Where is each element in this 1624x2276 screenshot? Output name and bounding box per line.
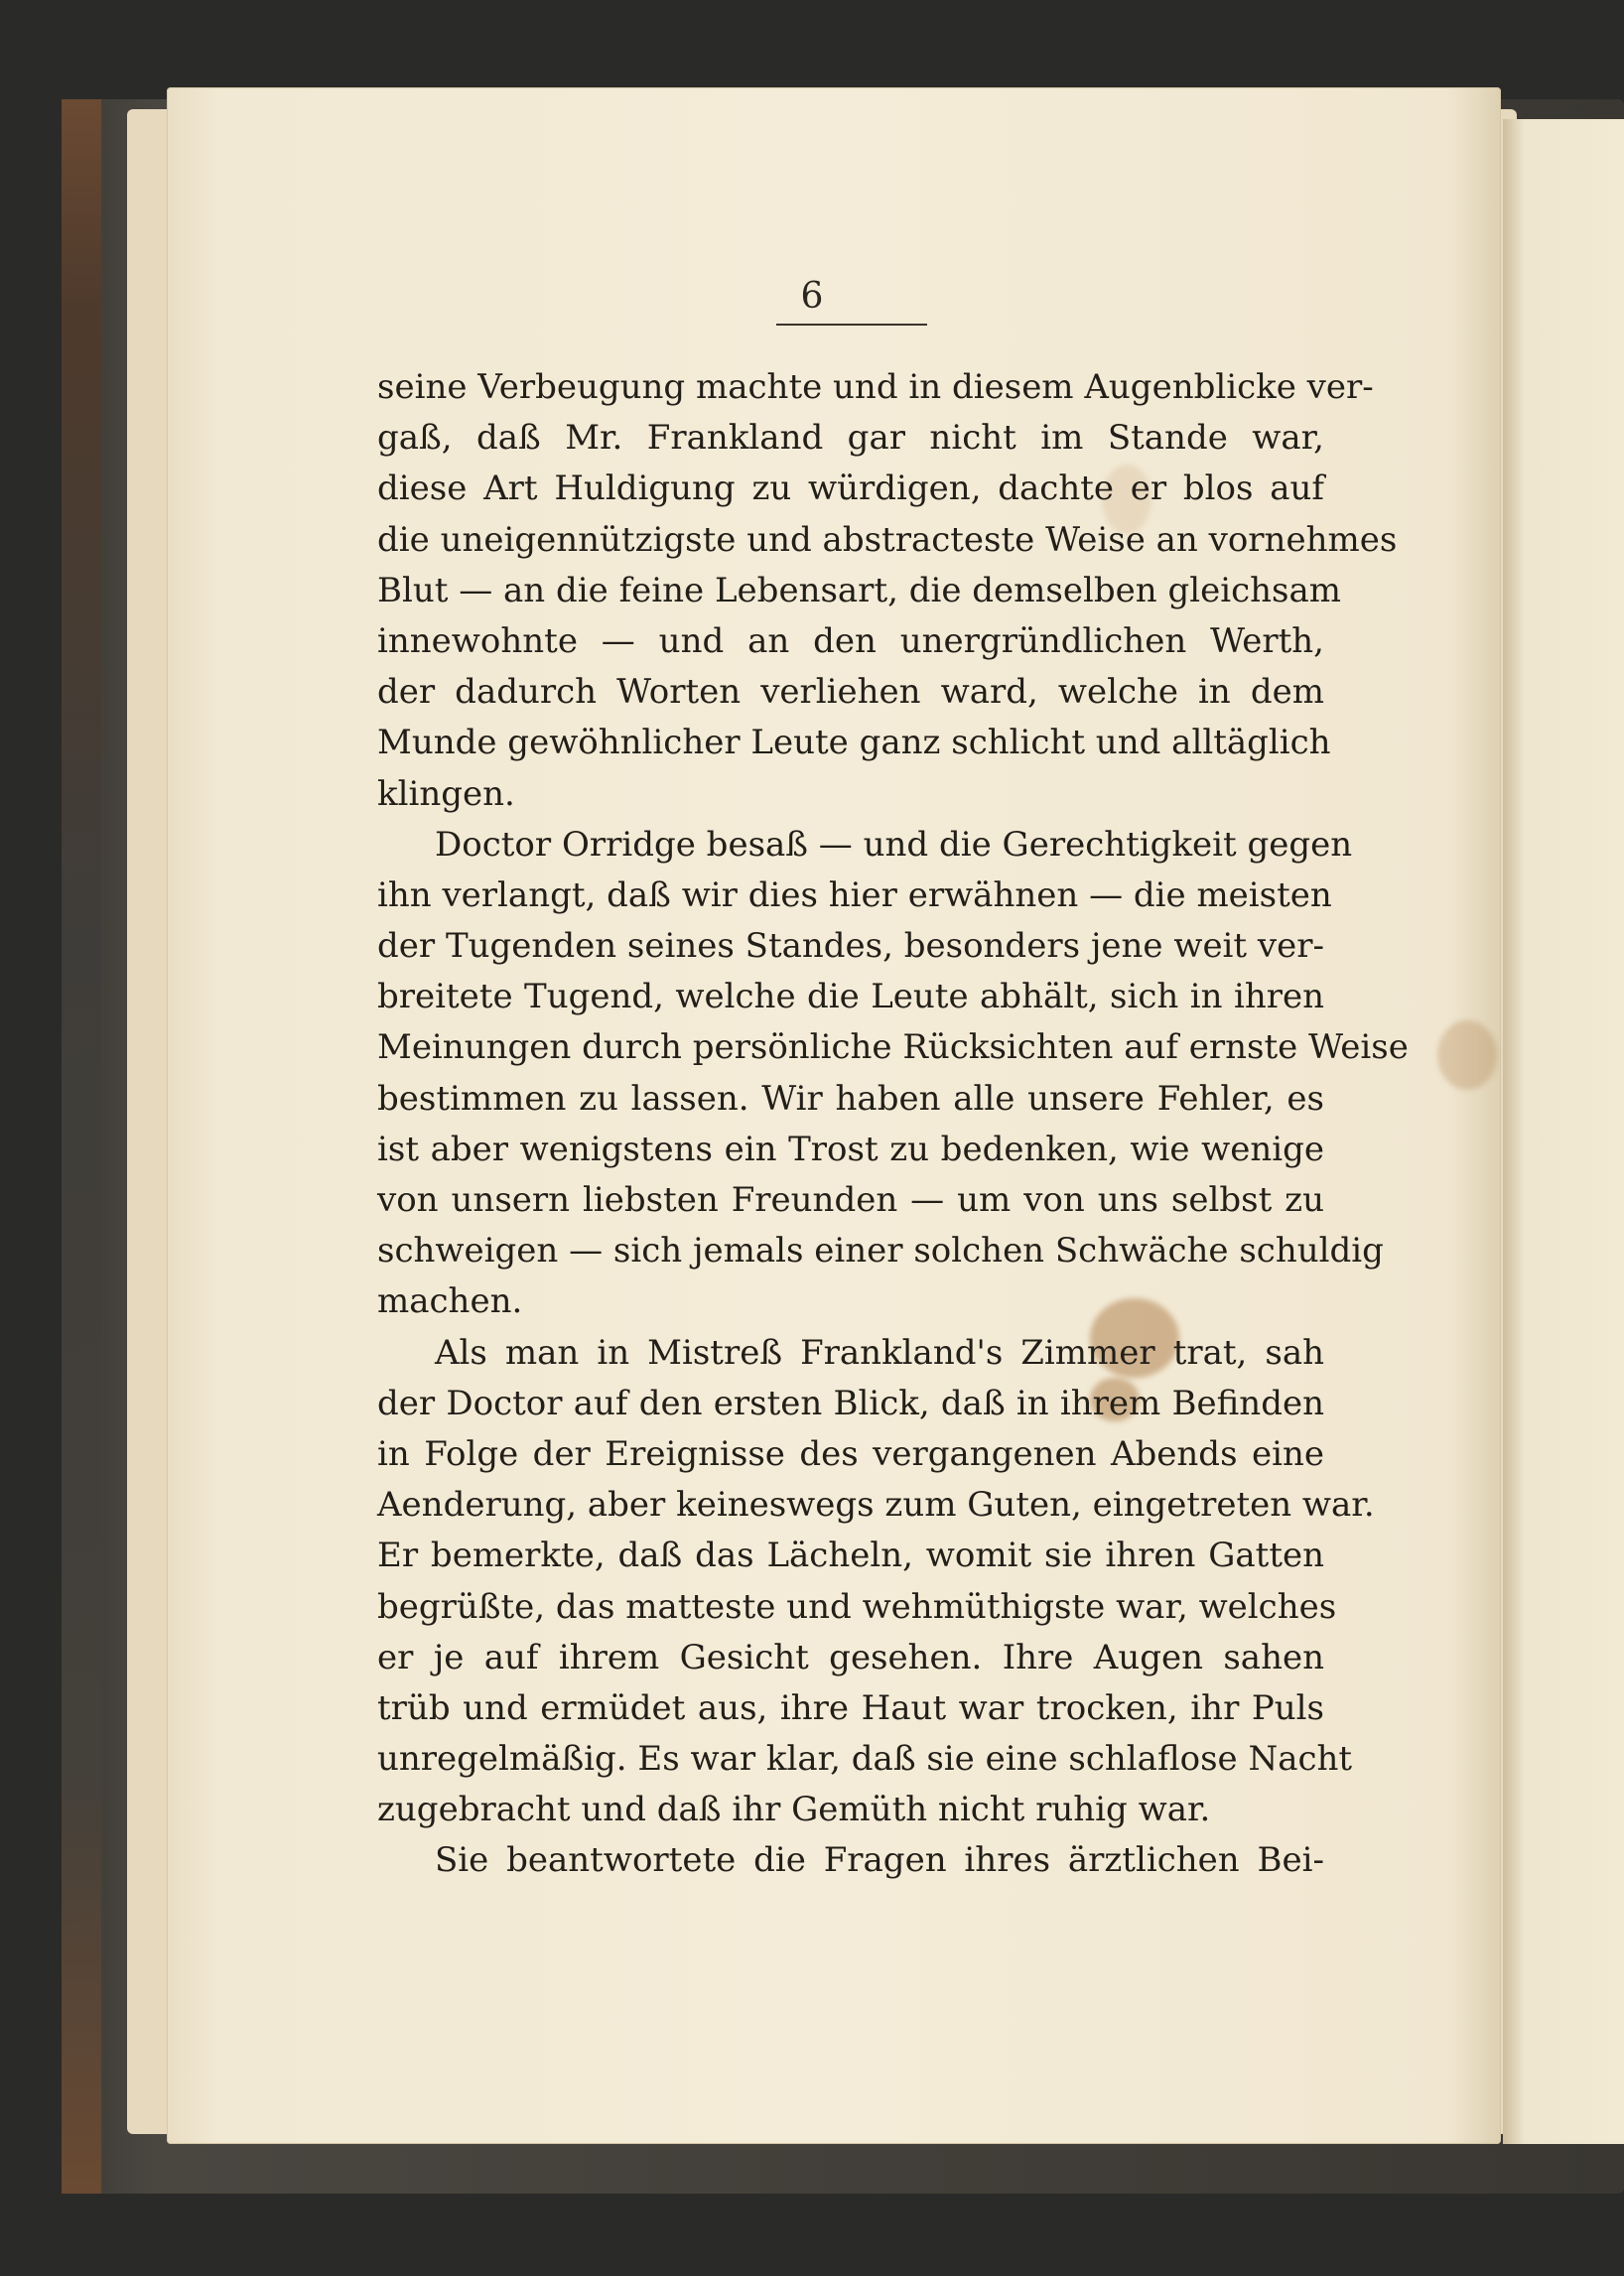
stain [1437, 1020, 1497, 1090]
text-line: unregelmäßig. Es war klar, daß sie eine schlaflose Nacht [377, 1739, 1353, 1780]
text-line: breitete Tugend, welche die Leute abhält, sich in ihren [377, 977, 1324, 1017]
text-line: der Doctor auf den ersten Blick, daß in ihrem Befinden [377, 1383, 1324, 1423]
text-line: der dadurch Worten verliehen ward, welche in dem [377, 672, 1324, 713]
text-line: gaß, daß Mr. Frankland gar nicht im Stande war, [377, 418, 1324, 459]
text-line: seine Verbeugung machte und in diesem Augenblicke ver- [377, 367, 1374, 407]
text-line: er je auf ihrem Gesicht gesehen. Ihre Augen sahen [377, 1637, 1324, 1677]
text-line: zugebracht und daß ihr Gemüth nicht ruhig war. [377, 1790, 1211, 1830]
text-line: trüb und ermüdet aus, ihre Haut war trocken, ihr Puls [377, 1687, 1324, 1728]
text-line: die uneigennützigste und abstracteste Weise an vornehmes [377, 519, 1398, 560]
header-rule [776, 324, 927, 326]
text-line: innewohnte — und an den unergründlichen Werth, [377, 620, 1324, 661]
text-line: Doctor Orridge besaß — und die Gerechtigkeit gegen [435, 824, 1353, 865]
facing-page-edge [1503, 119, 1624, 2144]
text-line: machen. [377, 1281, 523, 1322]
text-line: begrüßte, das matteste und wehmüthigste war, welches [377, 1586, 1337, 1627]
text-line: Munde gewöhnlicher Leute ganz schlicht und alltäglich [377, 723, 1331, 763]
text-line: in Folge der Ereignisse des vergangenen Abends eine [377, 1433, 1324, 1474]
text-line: Er bemerkte, daß das Lächeln, womit sie ihren Gatten [377, 1536, 1324, 1576]
text-line: klingen. [377, 773, 515, 814]
book-spine-edge [62, 99, 101, 2194]
text-line: Sie beantwortete die Fragen ihres ärztlichen Bei- [435, 1840, 1324, 1881]
text-line: der Tugenden seines Standes, besonders jene weit ver- [377, 926, 1324, 967]
body-text [377, 362, 1409, 1887]
text-line: ihn verlangt, daß wir dies hier erwähnen — die meisten [377, 874, 1332, 915]
text-line: bestimmen zu lassen. Wir haben alle unsere Fehler, es [377, 1078, 1324, 1119]
text-line: Blut — an die feine Lebensart, die demselben gleichsam [377, 570, 1341, 610]
text-line: Als man in Mistreß Frankland's Zimmer trat, sah [435, 1332, 1324, 1373]
text-line: von unsern liebsten Freunden — um von uns selbst zu [377, 1180, 1324, 1220]
text-line: ist aber wenigstens ein Trost zu bedenken, wie wenige [377, 1129, 1324, 1169]
text-line: Aenderung, aber keineswegs zum Guten, eingetreten war. [377, 1485, 1375, 1526]
text-line: Meinungen durch persönliche Rücksichten auf ernste Weise [377, 1027, 1409, 1068]
page-number: 6 [800, 276, 824, 317]
text-line: schweigen — sich jemals einer solchen Schwäche schuldig [377, 1231, 1384, 1272]
text-line: diese Art Huldigung zu würdigen, dachte er blos auf [377, 469, 1324, 509]
